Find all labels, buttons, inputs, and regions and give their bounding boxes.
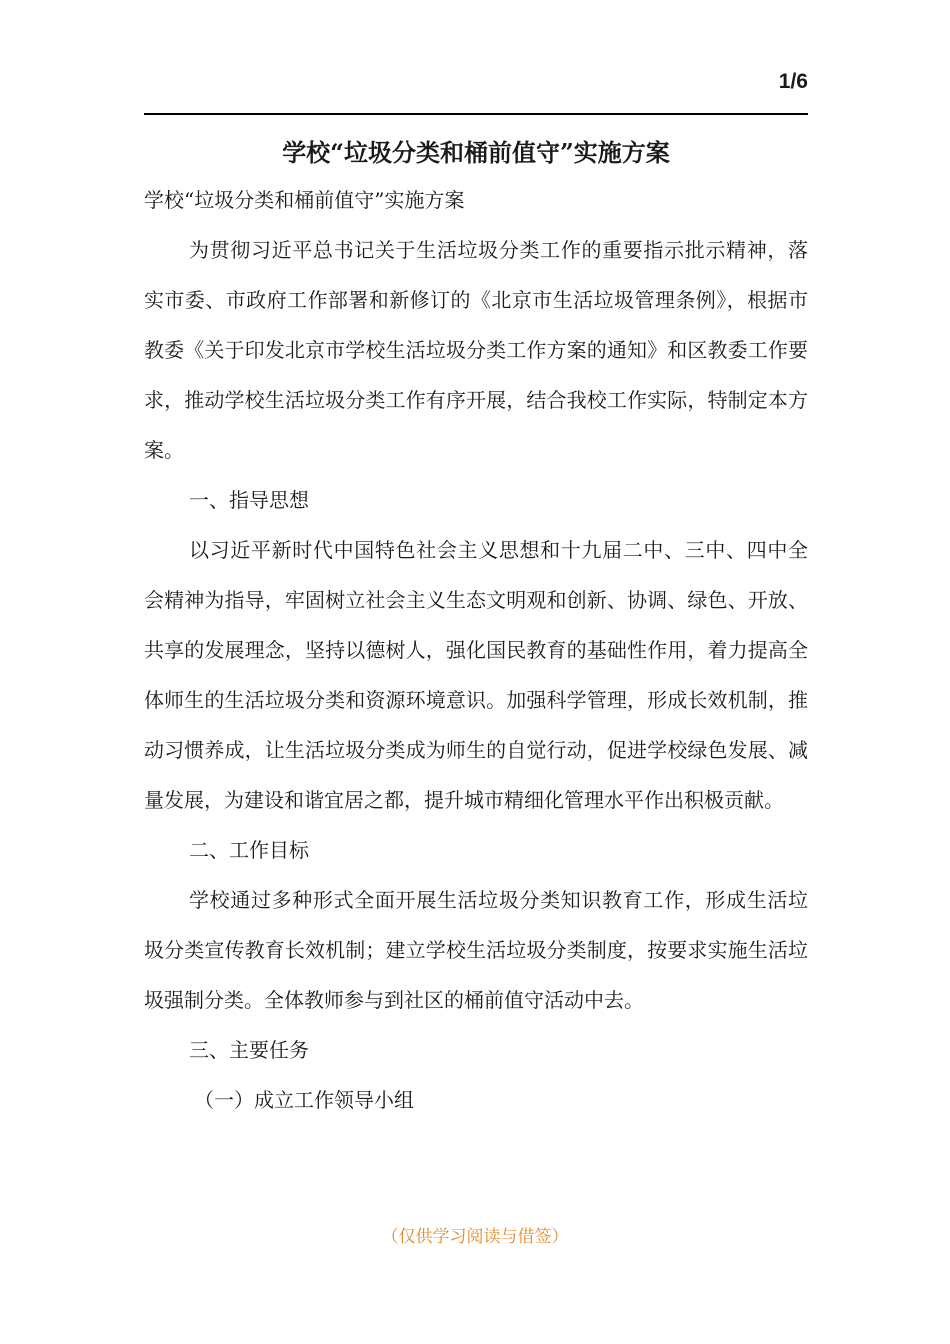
document-title: 学校“垃圾分类和桶前值守”实施方案 bbox=[282, 138, 670, 167]
section-work-goals-paragraph: 学校通过多种形式全面开展生活垃圾分类知识教育工作，形成生活垃圾分类宣传教育长效机制；建立学校生活垃圾分类制度，按要求实施生活垃圾强制分类。全体教师参与到社区的桶前值守活动中去。 bbox=[144, 888, 808, 1012]
section-heading-main-tasks: 三、主要任务 bbox=[189, 1038, 309, 1062]
subsection-heading-leading-group: （一）成立工作领导小组 bbox=[194, 1088, 414, 1112]
section-heading-work-goals: 二、工作目标 bbox=[189, 838, 309, 862]
header-rule bbox=[144, 113, 808, 115]
intro-paragraph: 为贯彻习近平总书记关于生活垃圾分类工作的重要指示批示精神，落实市委、市政府工作部署和新修订的《北京市生活垃圾管理条例》，根据市教委《关于印发北京市学校生活垃圾分类工作方案的通知》和区教委工作要求，推动学校生活垃圾分类工作有序开展，结合我校工作实际，特制定本方案。 bbox=[144, 238, 808, 462]
footer-disclaimer: （仅供学习阅读与借签） bbox=[381, 1227, 569, 1247]
section-heading-guiding-ideology: 一、指导思想 bbox=[189, 488, 309, 512]
page-number: 1/6 bbox=[778, 70, 808, 93]
document-body bbox=[144, 175, 808, 1125]
section-guiding-ideology-paragraph: 以习近平新时代中国特色社会主义思想和十九届二中、三中、四中全会精神为指导，牢固树立社会主义生态文明观和创新、协调、绿色、开放、共享的发展理念，坚持以德树人，强化国民教育的基础性作用，着力提高全体师生的生活垃圾分类和资源环境意识。加强科学管理，形成长效机制，推动习惯养成，让生活垃圾分类成为师生的自觉行动，促进学校绿色发展、减量发展，为建设和谐宜居之都，提升城市精细化管理水平作出积极贡献。 bbox=[144, 538, 808, 812]
document-subtitle: 学校“垃圾分类和桶前值守”实施方案 bbox=[144, 188, 465, 212]
